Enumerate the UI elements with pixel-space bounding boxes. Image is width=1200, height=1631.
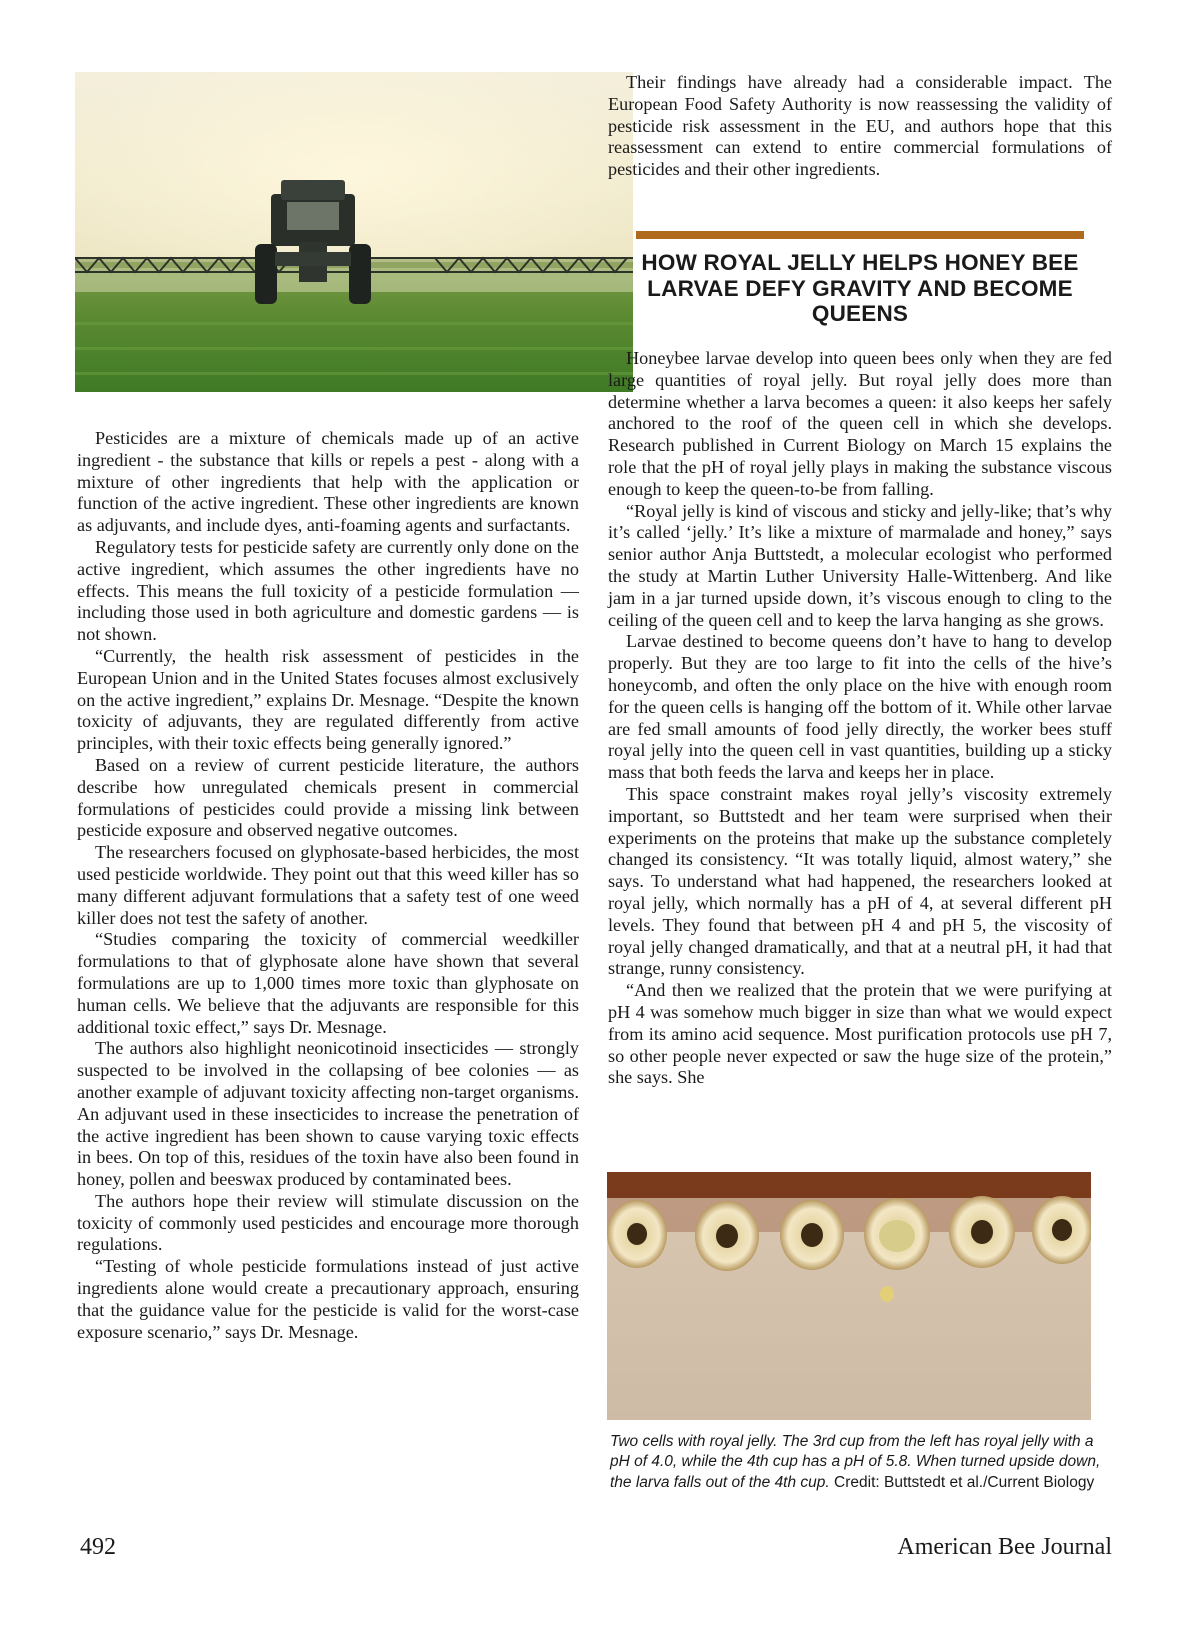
paragraph: Regulatory tests for pesticide safety are currently only done on the active ingredient, which assumes the other ingredients have no effects. This means the full toxicity of a pesticide formulation — including those used in both agriculture and domestic gardens — is not shown.	[77, 536, 579, 645]
paragraph: This space constraint makes royal jelly’s viscosity extremely important, so Buttstedt and her team were surprised when their experiments on the proteins that make up the substance completely changed its consistency. “It was totally liquid, almost watery,” she says. To understand what had happened, the researchers looked at royal jelly, which normally has a pH of 4, at several different pH levels. They found that between pH 4 and pH 5, the viscosity of royal jelly changed dramatically, and that at a neutral pH, it had that strange, runny consistency.	[608, 783, 1112, 979]
journal-name: American Bee Journal	[897, 1534, 1112, 1560]
paragraph: Pesticides are a mixture of chemicals made up of an active ingredient - the substance that kills or repels a pest - along with a mixture of other ingredients that help with the application or function of the active ingredient. These other ingredients are known as adjuvants, and include dyes, anti-foaming agents and surfactants.	[77, 428, 579, 536]
caption-credit: Credit: Buttstedt et al./Current Biology	[834, 1473, 1095, 1491]
paragraph: The authors also highlight neonicotinoid insecticides — strongly suspected to be involved in the collapsing of bee colonies — as another example of adjuvant toxicity affecting non-target organisms. An adjuvant used in these insecticides to increase the penetration of the active ingredient has been shown to cause varying toxic effects in bees. On top of this, residues of the toxin have also been found in honey, pollen and beeswax produced by contaminated bees.	[77, 1038, 579, 1190]
paragraph: “And then we realized that the protein that we were purifying at pH 4 was somehow much bigger in size than what we would expect from its amino acid sequence. Most purification protocols use pH 7, so other people never expected or saw the huge size of the protein,” she says. She	[608, 980, 1112, 1088]
page-number: 492	[80, 1534, 116, 1560]
royal-jelly-article-body	[608, 348, 1112, 1089]
paragraph: “Studies comparing the toxicity of commercial weedkiller formulations to that of glyphosate alone have shown that several formulations are up to 1,000 times more toxic than glyphosate on human cells. We believe that the adjuvants are responsible for this additional toxic effect,” says Dr. Mesnage.	[77, 929, 579, 1037]
tractor-spraying-field-photo	[75, 72, 633, 392]
paragraph: Their findings have already had a considerable impact. The European Food Safety Authority is now reassessing the validity of pesticide risk assessment in the EU, and authors hope that this reassessment can extend to entire commercial formulations of pesticides and their other ingredients.	[608, 72, 1112, 180]
paragraph: Larvae destined to become queens don’t have to hang to develop properly. But they are too large to fit into the cells of the hive’s honeycomb, and often the only place on the hive with enough room for the queen cells is hanging off the bottom of it. While other larvae are fed small amounts of food jelly directly, the worker bees stuff royal jelly into the queen cell in vast quantities, building up a sticky mass that both feeds the larva and keeps her in place.	[608, 631, 1112, 783]
paragraph: “Testing of whole pesticide formulations instead of just active ingredients alone would create a precautionary approach, ensuring that the guidance value for the pesticide is valid for the worst-case exposure scenario,” says Dr. Mesnage.	[77, 1256, 579, 1342]
caption-text: Two cells with royal jelly. The 3rd cup from the left has royal jelly with a pH of 4.0, while the 4th cup has a pH of 5.8. When turned upside down, the larva falls out of the 4th cup.	[610, 1433, 1101, 1491]
paragraph: “Royal jelly is kind of viscous and sticky and jelly-like; that’s why it’s called ‘jelly.’ It’s like a mixture of marmalade and honey,” says senior author Anja Buttstedt, a molecular ecologist who performed the study at Martin Luther University Halle-Wittenberg. And like jam in a jar turned upside down, it’s viscous enough to cling to the ceiling of the queen cell and to keep the larva hanging as she grows.	[608, 500, 1112, 630]
paragraph: The authors hope their review will stimulate discussion on the toxicity of commonly used pesticides and encourage more thorough regulations.	[77, 1190, 579, 1255]
article-headline: HOW ROYAL JELLY HELPS HONEY BEE LARVAE DEFY GRAVITY AND BECOME QUEENS	[641, 250, 1079, 326]
photo-caption	[610, 1432, 1110, 1493]
paragraph: “Currently, the health risk assessment of pesticides in the European Union and in the United States focuses almost exclusively on the active ingredient,” explains Dr. Mesnage. “Despite the known toxicity of adjuvants, they are regulated differently from active principles, with their toxic effects being generally ignored.”	[77, 645, 579, 754]
section-divider-rule	[636, 231, 1084, 239]
paragraph: The researchers focused on glyphosate-based herbicides, the most used pesticide worldwide. They point out that this weed killer has so many different adjuvant formulations that a safety test of one weed killer does not test the safety of another.	[77, 842, 579, 928]
queen-cells-royal-jelly-photo	[607, 1172, 1091, 1420]
paragraph: Honeybee larvae develop into queen bees only when they are fed large quantities of royal jelly. But royal jelly does more than determine whether a larva becomes a queen: it also keeps her safely anchored to the roof of the queen cell in which she develops. Research published in Current Biology on March 15 explains the role that the pH of royal jelly plays in making the substance viscous enough to keep the queen-to-be from falling.	[608, 348, 1112, 499]
right-top-text	[608, 72, 1112, 181]
left-article-body	[77, 428, 579, 1343]
paragraph: Based on a review of current pesticide literature, the authors describe how unregulated chemicals present in commercial formulations of pesticides could provide a missing link between pesticide exposure and observed negative outcomes.	[77, 754, 579, 841]
